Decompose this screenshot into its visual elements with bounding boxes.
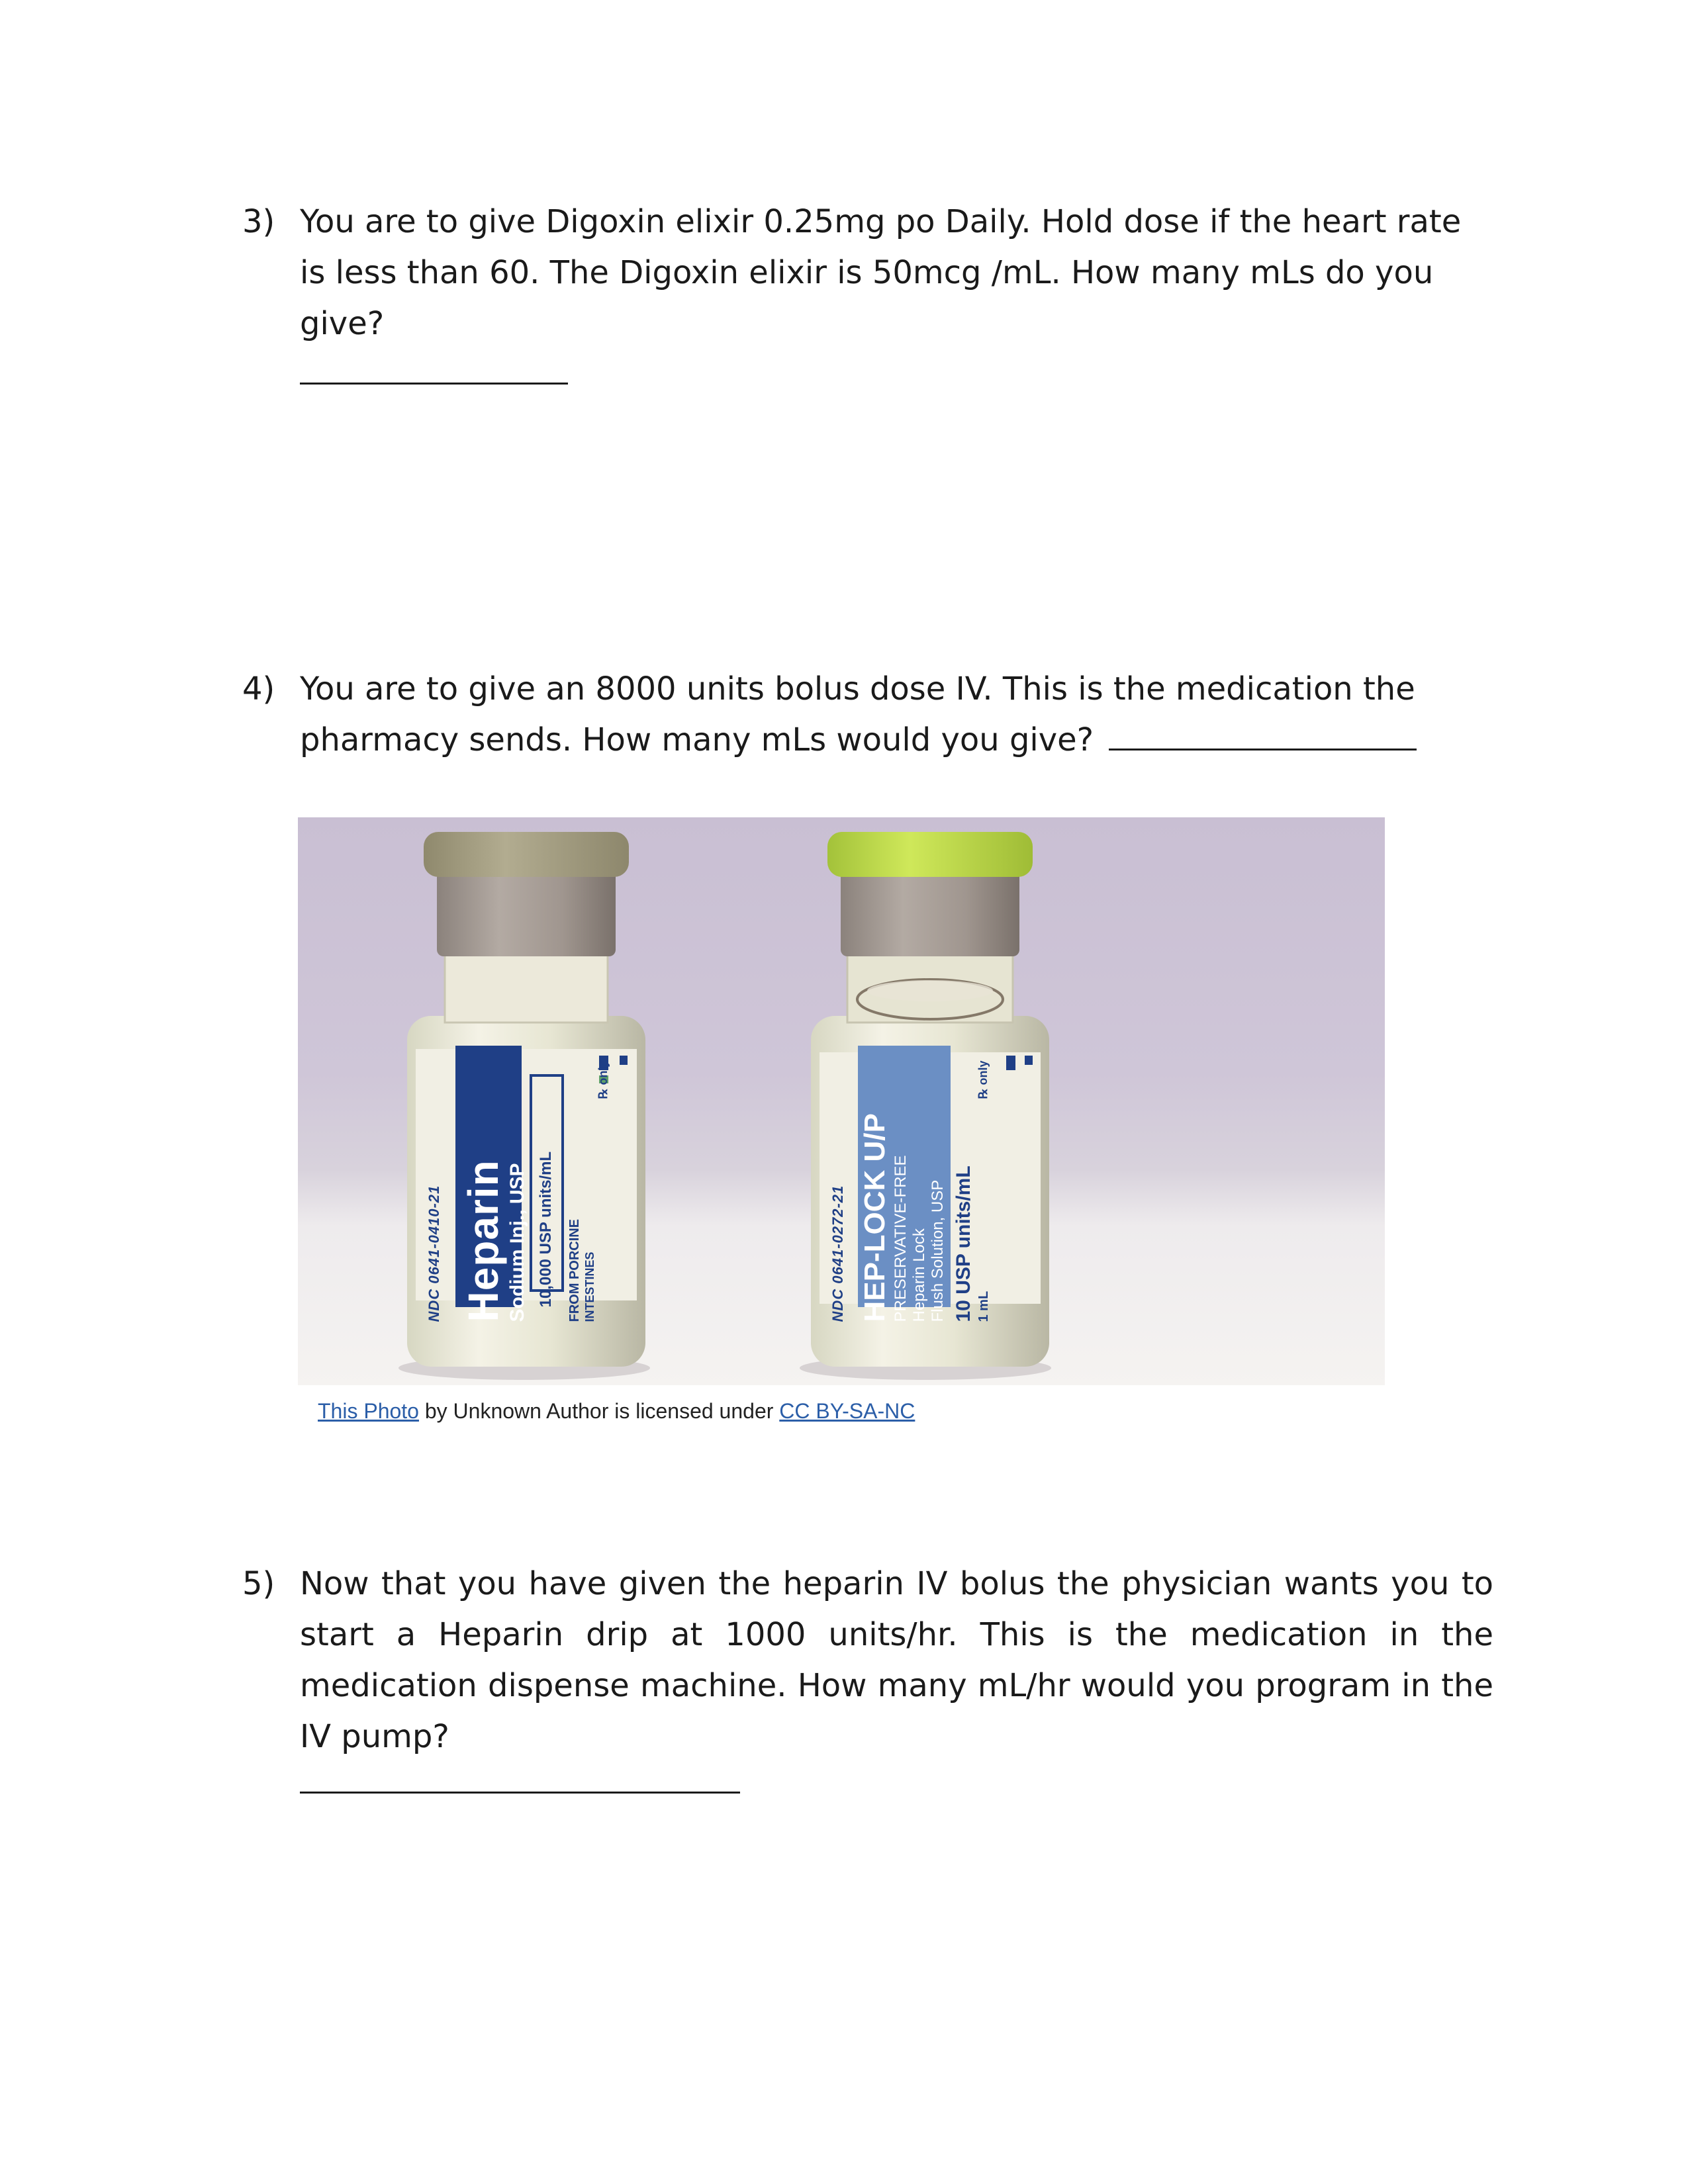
question-text — [300, 1559, 1493, 1794]
heplock-ndc: NDC 0641-0272-21 — [829, 1185, 846, 1322]
question-text — [300, 664, 1493, 766]
caption-text: by Unknown Author is licensed under — [418, 1399, 780, 1423]
heparin-source-2: INTESTINES — [583, 1251, 596, 1322]
question-4-line-1: You are to give an 8000 units bolus dose IV. This is the medication the — [300, 670, 1415, 707]
question-number: 5) — [242, 1565, 275, 1602]
heplock-strength: 10 USP units/mL — [953, 1165, 974, 1322]
heplock-line-3: Flush Solution, USP — [929, 1179, 947, 1322]
heplock-name: HEP-LOCK U/P — [859, 1113, 891, 1322]
answer-blank[interactable] — [1109, 747, 1417, 751]
question-4-line-2: pharmacy sends. How many mLs would you give? — [300, 721, 1094, 758]
question-number: 3) — [242, 203, 275, 240]
heplock-volume: 1 mL — [976, 1291, 991, 1322]
heparin-ndc: NDC 0641-0410-21 — [426, 1185, 442, 1322]
heplock-line-1: PRESERVATIVE-FREE — [892, 1155, 910, 1322]
question-number: 4) — [242, 670, 275, 707]
heplock-line-2: Heparin Lock — [910, 1228, 928, 1322]
vials-photo — [298, 817, 1385, 1385]
heparin-name: Heparin — [459, 1160, 507, 1322]
heplock-rx: ℞ only — [976, 1060, 990, 1099]
heparin-subtitle: Sodium Inj., USP — [506, 1163, 528, 1322]
question-5 — [242, 1559, 1493, 1794]
question-text — [300, 197, 1493, 385]
license-link[interactable]: CC BY-SA-NC — [779, 1399, 915, 1423]
photo-caption — [318, 1399, 915, 1424]
answer-blank[interactable] — [300, 1790, 740, 1794]
question-3-text: You are to give Digoxin elixir 0.25mg po Daily. Hold dose if the heart rate is less than 60. The Digoxin elixir is 50mcg /mL. How many mLs do you give? — [300, 203, 1462, 342]
question-3 — [242, 197, 1493, 385]
answer-blank[interactable] — [300, 381, 568, 385]
heparin-source: FROM PORCINE — [567, 1218, 582, 1322]
photo-link[interactable]: This Photo — [318, 1399, 419, 1423]
heparin-rx: ℞ only — [596, 1060, 610, 1099]
question-5-text: Now that you have given the heparin IV bolus the physician wants you to start a Heparin drip at 1000 units/hr. This is the medication in the medication dispense machine. How many mL/hr would you program in the IV pump? — [300, 1565, 1493, 1755]
heparin-strength: 10,000 USP units/mL — [537, 1151, 555, 1308]
question-4 — [242, 664, 1493, 766]
